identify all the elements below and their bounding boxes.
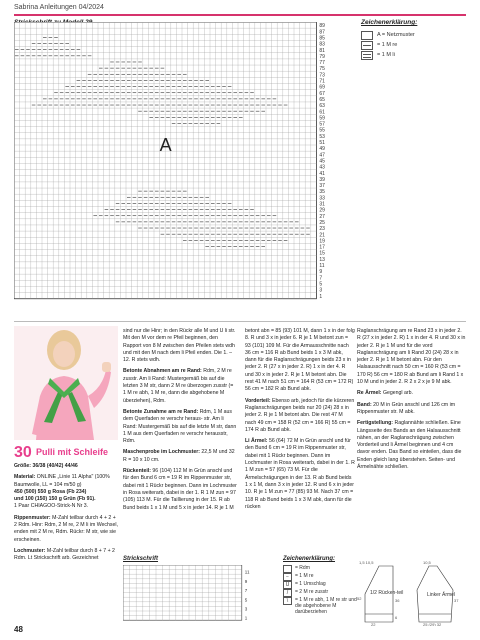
row-number: 33 bbox=[319, 195, 325, 202]
paragraph-text: Raglannähte schließen. Eine Längsseite des Bands an den Halsausschnitt nähen, an der Raglanschrägung zwischen Vorderteil und li Ärmel beginnen und 4 cm davor enden. Das Band so einteilen, dass die Enden gleich lang überstehen. Seiten- und Ärmelnähte schließen. bbox=[357, 420, 462, 471]
row-number: 29 bbox=[319, 207, 325, 214]
paragraph-text: Rdm, 2 M re zusstr. Am li Rand: Mustergemäß bis auf die letzten 3 M str, dann 2 M re überzogen zusstr (= 1 M re abh, 1 M re, dann die abgehobene M überziehen), Rdm. bbox=[123, 368, 234, 404]
mini-legend-label: = 2 M re zusstr bbox=[295, 589, 329, 595]
row-number: 45 bbox=[319, 158, 325, 165]
paragraph-text: 56 (64) 72 M in Grün anschl und für den Bund 6 cm = 19 R im Rippenmuster str, dabei mit 1 Rückr beginnen. Dann im Lochmuster in Rosa weiterarb, dabei in der 1. R 1 M zun = 57 (65) 73 M. Für die Ärmelschrägungen in der 13. R ab Bund beids 1 x 1 M, dann 3 x in jeder 12. R und 6 x in jeder 10. R je 1 M zun = 77 (85) 93 M. Nach 37 cm = 118 R ab Bund beids 1 x 3 M abk, dann für die rücken bbox=[245, 438, 355, 510]
paragraph-heading: Re Ärmel: bbox=[357, 390, 382, 397]
legend-label: = 1 M li bbox=[377, 52, 395, 58]
legend-item-purl bbox=[361, 50, 466, 60]
chart-area-label: A bbox=[159, 135, 172, 156]
legend-item-netzmuster bbox=[361, 30, 466, 40]
row-number: 83 bbox=[319, 41, 325, 48]
yarn-over-icon: U bbox=[283, 581, 292, 589]
row-number: 87 bbox=[319, 29, 325, 36]
paragraph bbox=[245, 398, 355, 434]
row-number: 71 bbox=[319, 78, 325, 85]
back-measure-width: 22 bbox=[371, 622, 376, 626]
paragraph bbox=[245, 438, 355, 511]
mini-row-number: 1 bbox=[244, 615, 248, 621]
paragraph-heading: Band: bbox=[357, 401, 372, 408]
page-number: 48 bbox=[14, 625, 23, 634]
paragraph-text: 20 M in Grün anschl und 126 cm im Rippenmuster str. M abk. bbox=[357, 401, 456, 415]
paragraph bbox=[357, 420, 466, 471]
row-number: 9 bbox=[319, 269, 323, 276]
mini-legend-item bbox=[283, 581, 358, 589]
mini-row-number: 11 bbox=[244, 569, 250, 575]
instructions-column-2 bbox=[123, 328, 237, 516]
paragraph bbox=[245, 328, 355, 394]
row-number: 5 bbox=[319, 281, 323, 288]
back-measure-height: 52 bbox=[357, 596, 362, 601]
row-number: 55 bbox=[319, 127, 325, 134]
sleeve-label: Linker Ärmel bbox=[427, 592, 456, 598]
back-measure-side: 36 bbox=[395, 598, 400, 603]
skp-icon: \ bbox=[283, 597, 292, 605]
hole-text: M-Zahl teilbar durch 8 + 7 + 2 Rdm. Lt Strickschrift arb. Gezeichnet bbox=[14, 547, 115, 562]
paragraph-heading: Betonte Abnahmen am re Rand: bbox=[123, 368, 202, 375]
legend-label: A = Netzmuster bbox=[377, 32, 415, 38]
instructions-column-4 bbox=[357, 328, 466, 475]
mini-legend-item bbox=[283, 573, 358, 581]
paragraph-text: Rdm, 1 M aus dem Querfaden re verschr heraus- str. Am li Rand: Mustergemäß bis auf die letzte M str, dann 1 M aus dem Querfaden re verschr herausstr, Rdm. bbox=[123, 408, 237, 445]
chart-legend-title: Zeichenerklärung: bbox=[361, 19, 418, 26]
sleeve-measure-top: 10,5 bbox=[423, 560, 431, 565]
instructions-column-3 bbox=[245, 328, 355, 515]
hole-label: Lochmuster: bbox=[14, 547, 46, 554]
purl-stitch-icon bbox=[361, 51, 373, 60]
row-number: 65 bbox=[319, 96, 325, 103]
mini-knitting-chart bbox=[123, 565, 273, 623]
mini-legend-item bbox=[283, 589, 358, 597]
row-number: 39 bbox=[319, 176, 325, 183]
paragraph-heading: Li Ärmel: bbox=[245, 438, 268, 445]
row-number: 43 bbox=[319, 164, 325, 171]
row-number: 23 bbox=[319, 226, 325, 233]
row-number: 11 bbox=[319, 263, 325, 269]
sleeve-measure-width: 25 (29) 32 bbox=[423, 622, 442, 626]
row-number: 75 bbox=[319, 66, 325, 73]
paragraph-heading: Vorderteil: bbox=[245, 397, 271, 404]
row-number: 79 bbox=[319, 53, 325, 60]
mini-row-number: 7 bbox=[244, 588, 248, 594]
paragraph bbox=[357, 402, 466, 417]
paragraph-text: betont abn = 85 (93) 101 M, dann 1 x in der folg 8. R und 3 x in jeder 6. R je 1 M betont zun = 93 (101) 109 M. Für die Armausschnitte nach 36 cm = 116 R ab Bund beids 1 x 3 M abk, dann für die Raglanschrägungen beids 23 x in jeder 2. R (27 x in jeder 2. R) 1 x in der 4. R und 30 x in jeder 2. R je 1 M betont abn. Die rest 41 M nach 51 cm = 164 R (53 cm = 172 R) 56 cm = 182 R ab Bund abk. bbox=[245, 328, 355, 393]
knit-stitch-icon bbox=[361, 41, 373, 50]
row-number: 51 bbox=[319, 140, 325, 146]
row-number: 13 bbox=[319, 256, 325, 263]
mini-row-number: 3 bbox=[244, 606, 248, 612]
paragraph-text: 96 (104) 112 M in Grün anschl und für den Bund 6 cm = 19 R im Rippenmuster str, dabei mit 1 Rückr beginnen. Dann im Lochmuster in Rosa weiterarb, dabei in der 1. R 1 M zun = 97 (105) 113 M. Für die Taillierung in der 15. R ab Bund beids 1 x 1 M und 5 x in jeder 14. R je 1 M bbox=[123, 468, 237, 511]
mini-row-number: 9 bbox=[244, 578, 248, 584]
paragraph-text: Raglanschrägung am re Rand 23 x in jeder 2. R (27 x in jeder 2. R) 1 x in der 4. R und 30 x in jeder 2. R je 1 M und für die vord Raglanschrägung am li Rand 20 (24) 28 x in jeder 2. R je 1 M betont abn. Für den Halsausschnitt nach 50 cm = 160 R (53 cm = 170 R) 56 cm = 180 R ab Bund am li Rand 1 x 10 M und in jeder 2. R 2 x 2 x je 9 M abk. bbox=[357, 328, 466, 386]
paragraph-text: 22,5 M und 32 R = 10 x 10 cm. bbox=[123, 449, 235, 463]
row-number: 27 bbox=[319, 213, 325, 220]
chart-legend bbox=[361, 30, 466, 60]
row-number: 63 bbox=[319, 103, 325, 110]
pattern-name: Pulli mit Schleife bbox=[36, 447, 109, 457]
paragraph-heading: Fertigstellung: bbox=[357, 420, 394, 427]
rib-label: Rippenmuster: bbox=[14, 514, 51, 521]
row-number: 77 bbox=[319, 60, 325, 67]
row-number: 25 bbox=[319, 219, 325, 226]
row-number: 47 bbox=[319, 152, 325, 159]
legend-label: = 1 M re bbox=[377, 42, 398, 48]
row-number: 49 bbox=[319, 146, 325, 153]
row-number: 81 bbox=[319, 47, 325, 54]
row-number: 35 bbox=[319, 189, 325, 196]
paragraph-heading: Rückenteil: bbox=[123, 468, 151, 475]
model-photo-illustration bbox=[14, 326, 118, 440]
chart-row-numbers bbox=[319, 23, 325, 300]
row-number: 41 bbox=[319, 170, 325, 177]
mini-legend-item bbox=[283, 597, 358, 615]
pattern-number: 30 bbox=[14, 444, 32, 461]
header-rule bbox=[14, 14, 466, 16]
paragraph-text: Gegengl arb. bbox=[382, 390, 413, 397]
section-divider bbox=[14, 321, 466, 322]
row-number: 19 bbox=[319, 238, 325, 245]
mini-legend-item bbox=[283, 565, 358, 573]
model-photo bbox=[14, 326, 118, 440]
row-number: 53 bbox=[319, 133, 325, 140]
row-number: 73 bbox=[319, 72, 325, 79]
mini-legend-label: = 1 M re bbox=[295, 573, 314, 579]
yarn-gruen: und 100 (150) 150 g Grün (Fb 91). bbox=[14, 496, 96, 503]
paragraph-heading: Maschenprobe im Lochmuster: bbox=[123, 449, 200, 456]
row-number: 3 bbox=[319, 287, 323, 294]
row-number: 37 bbox=[319, 183, 325, 190]
row-number: 31 bbox=[319, 201, 325, 208]
legend-item-knit bbox=[361, 40, 466, 50]
materials-column bbox=[14, 463, 118, 567]
k2tog-icon: / bbox=[283, 589, 292, 597]
paragraph bbox=[123, 449, 237, 464]
back-label: 1/2 Rücken-teil bbox=[370, 590, 404, 596]
row-number: 17 bbox=[319, 244, 325, 251]
paragraph bbox=[357, 328, 466, 386]
needle-text: 1 Paar CHIAGOO-Strick-N Nr 3. bbox=[14, 503, 89, 510]
paragraph bbox=[357, 390, 466, 397]
paragraph-text: Ebenso arb, jedoch für die kürzeren Raglanschrägungen beids nur 20 (24) 28 x in jeder 2. R je 1 M betont abn. Die rest 47 M nach 49 cm = 158 R (52 cm = 166 R) 55 cm = 174 R ab Bund abk. bbox=[245, 397, 355, 433]
row-number: 57 bbox=[319, 121, 325, 128]
back-measure-top: 1,5 10,5 bbox=[359, 560, 374, 565]
rib-text: M-Zahl teilbar durch 4 + 2 + 2 Rdm. Hinr: Rdm, 2 M re, 2 M li im Wechsel, enden mit 2 M re, Rdm. Rückr: M str, wie sie erscheinen. bbox=[14, 514, 118, 543]
edge-stitch-icon bbox=[283, 565, 292, 573]
mini-legend-label: = 1 M re abh, 1 M re str und die abgehobene M darüberziehen bbox=[295, 597, 357, 615]
mini-legend-title: Zeichenerklärung: bbox=[283, 556, 336, 562]
row-number: 89 bbox=[319, 23, 325, 30]
paragraph-heading: Betonte Zunahme am re Rand: bbox=[123, 408, 199, 415]
mini-chart-title: Strickschrift bbox=[123, 556, 159, 562]
mini-legend-label: = 1 Umschlag bbox=[295, 581, 326, 587]
mini-row-numbers bbox=[245, 570, 250, 621]
material-label: Material: bbox=[14, 474, 36, 481]
paragraph bbox=[123, 409, 237, 445]
mini-row-number: 5 bbox=[244, 597, 248, 603]
knitting-chart bbox=[14, 22, 359, 314]
blank-cell-icon bbox=[361, 31, 373, 40]
knit-stitch-icon: − bbox=[283, 573, 292, 581]
paragraph-text: sind nur die Hinr; in den Rückr alle M und U li str. Mit den M vor dem re Pfeil beginnen, den Rapport von 8 M zwischen den Pfeilen stets wdh und mit den M nach dem li Pfeil enden. Die 1. – 12. R stets wdh. bbox=[123, 328, 236, 364]
sizes-text: Größe: 36/38 (40/42) 44/46 bbox=[14, 463, 78, 469]
row-number: 61 bbox=[319, 109, 325, 116]
row-number: 1 bbox=[319, 293, 323, 300]
row-number: 7 bbox=[319, 275, 323, 282]
row-number: 69 bbox=[319, 84, 325, 91]
sleeve-measure-length: 37 bbox=[454, 598, 459, 603]
row-number: 21 bbox=[319, 232, 325, 239]
paragraph bbox=[123, 368, 237, 404]
magazine-header: Sabrina Anleitungen 04/2024 bbox=[14, 4, 104, 11]
paragraph bbox=[123, 328, 237, 364]
paragraph bbox=[123, 468, 237, 512]
row-number: 59 bbox=[319, 115, 325, 122]
row-number: 85 bbox=[319, 35, 325, 42]
row-number: 67 bbox=[319, 90, 325, 97]
row-number: 15 bbox=[319, 250, 325, 257]
garment-schematic bbox=[357, 556, 466, 626]
yarn-rosa: 450 (500) 550 g Rosa (Fb 234) bbox=[14, 488, 87, 495]
mini-chart-legend bbox=[283, 565, 358, 615]
mini-legend-label: = Rdm bbox=[295, 565, 310, 571]
material-text: ONLINE „Linie 11 Alpha" (100% Baumwolle, LL = 104 m/50 g) bbox=[14, 474, 110, 488]
back-measure-bund: 6 bbox=[395, 615, 398, 620]
